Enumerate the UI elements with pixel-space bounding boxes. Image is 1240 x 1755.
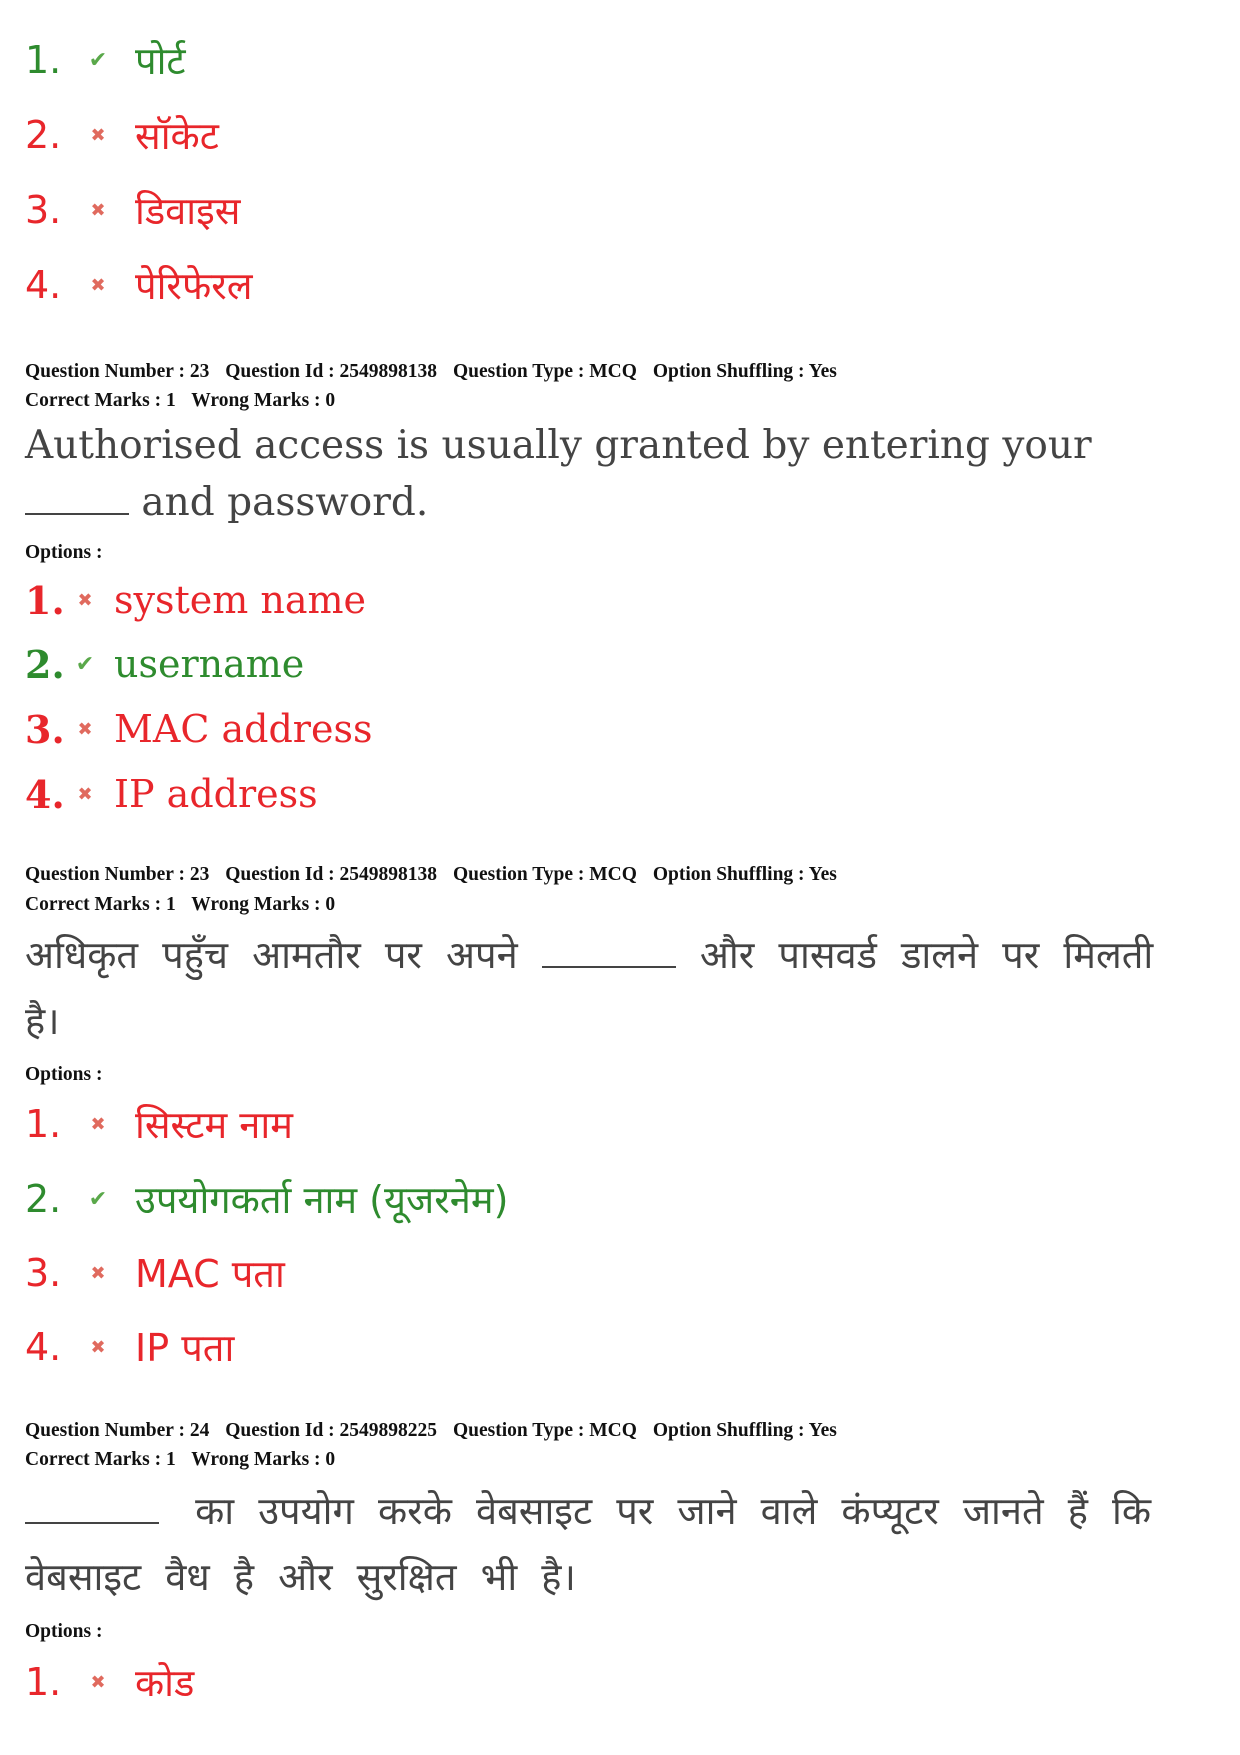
answer-blank <box>25 474 129 515</box>
q23-en-option-1 <box>25 570 366 630</box>
meta-wrong-marks: Wrong Marks : 0 <box>191 1449 336 1470</box>
q24-hi-options-label: Options : <box>25 1621 103 1642</box>
option-number: 4. <box>25 263 62 307</box>
q23-en-option-4 <box>25 764 318 824</box>
q23-hi-option-3 <box>25 1241 285 1305</box>
option-text: सिस्टम नाम <box>135 1103 293 1147</box>
option-text: कोड <box>135 1661 195 1705</box>
option-number: 1. <box>25 38 62 82</box>
cross-icon: ✖ <box>77 589 93 611</box>
check-icon: ✔ <box>75 651 95 677</box>
meta-option-shuffling: Option Shuffling : Yes <box>652 864 837 885</box>
q23-en-question-text: Authorised access is usually granted by entering your and password. <box>25 423 1092 525</box>
answer-blank <box>542 928 676 968</box>
q23-en-option-3 <box>25 699 372 759</box>
option-number: 4. <box>25 1325 62 1369</box>
meta-question-type: Question Type : MCQ <box>452 361 637 382</box>
option-text: IP address <box>114 772 318 816</box>
meta-wrong-marks: Wrong Marks : 0 <box>191 894 336 915</box>
prev-option-4 <box>25 255 253 315</box>
option-text: MAC पता <box>135 1252 285 1296</box>
q23-en-option-2 <box>25 634 304 694</box>
check-icon: ✔ <box>88 1186 108 1212</box>
q24-hi-option-1 <box>25 1650 194 1714</box>
meta-option-shuffling: Option Shuffling : Yes <box>652 361 837 382</box>
option-text: username <box>114 642 305 686</box>
q24-hi-question-text: का उपयोग करके वेबसाइट पर जाने वाले कंप्यूटर जानते हैं कि वेबसाइट वैध है और सुरक्षित भी है। <box>25 1478 1185 1610</box>
prev-option-1 <box>25 30 186 90</box>
q23-en-meta-line1 <box>25 357 848 386</box>
cross-icon: ✖ <box>77 718 93 740</box>
meta-correct-marks: Correct Marks : 1 <box>25 390 176 411</box>
meta-correct-marks: Correct Marks : 1 <box>25 1449 176 1470</box>
option-number: 4. <box>25 771 65 817</box>
option-text: उपयोगकर्ता नाम (यूजरनेम) <box>135 1178 509 1222</box>
cross-icon: ✖ <box>90 1113 106 1135</box>
meta-question-type: Question Type : MCQ <box>452 864 637 885</box>
check-icon: ✔ <box>88 47 108 73</box>
cross-icon: ✖ <box>90 1671 106 1693</box>
option-number: 1. <box>25 1660 62 1704</box>
meta-question-number: Question Number : 24 <box>25 1420 210 1441</box>
option-number: 2. <box>25 113 62 157</box>
cross-icon: ✖ <box>90 1336 106 1358</box>
q23-en-meta-line2 <box>25 386 346 415</box>
q23-hi-option-2 <box>25 1167 508 1231</box>
cross-icon: ✖ <box>90 124 106 146</box>
option-number: 3. <box>25 1251 62 1295</box>
answer-blank <box>25 1484 159 1524</box>
cross-icon: ✖ <box>90 274 106 296</box>
meta-question-number: Question Number : 23 <box>25 361 210 382</box>
q23-hi-option-4 <box>25 1315 234 1379</box>
q23-hi-options-label: Options : <box>25 1064 103 1085</box>
option-number: 2. <box>25 1177 62 1221</box>
q23-hi-meta-line2 <box>25 890 346 919</box>
q23-hi-meta-line1 <box>25 860 848 889</box>
q23-en-options-label: Options : <box>25 542 103 563</box>
option-text: system name <box>114 578 366 622</box>
option-text: डिवाइस <box>135 189 241 233</box>
option-number: 1. <box>25 577 65 623</box>
option-number: 3. <box>25 706 65 752</box>
cross-icon: ✖ <box>90 199 106 221</box>
meta-wrong-marks: Wrong Marks : 0 <box>191 390 336 411</box>
q23-hi-option-1 <box>25 1092 293 1156</box>
option-number: 2. <box>25 641 65 687</box>
prev-option-2 <box>25 105 219 165</box>
option-text: MAC address <box>114 707 373 751</box>
meta-question-type: Question Type : MCQ <box>452 1420 637 1441</box>
option-number: 3. <box>25 188 62 232</box>
option-text: पेरिफेरल <box>135 264 253 308</box>
meta-question-id: Question Id : 2549898138 <box>225 864 438 885</box>
cross-icon: ✖ <box>90 1262 106 1284</box>
meta-question-id: Question Id : 2549898138 <box>225 361 438 382</box>
q23-hi-question-text: अधिकृत पहुँच आमतौर पर अपने और पासवर्ड डालने पर मिलती है। <box>25 922 1185 1054</box>
option-text: IP पता <box>135 1326 235 1370</box>
option-number: 1. <box>25 1102 62 1146</box>
q24-hi-meta-line1 <box>25 1416 848 1445</box>
meta-question-number: Question Number : 23 <box>25 864 210 885</box>
cross-icon: ✖ <box>77 783 93 805</box>
option-text: पोर्ट <box>135 39 186 83</box>
q24-hi-meta-line2 <box>25 1445 346 1474</box>
meta-option-shuffling: Option Shuffling : Yes <box>652 1420 837 1441</box>
meta-correct-marks: Correct Marks : 1 <box>25 894 176 915</box>
meta-question-id: Question Id : 2549898225 <box>225 1420 438 1441</box>
option-text: सॉकेट <box>135 114 219 158</box>
prev-option-3 <box>25 180 241 240</box>
